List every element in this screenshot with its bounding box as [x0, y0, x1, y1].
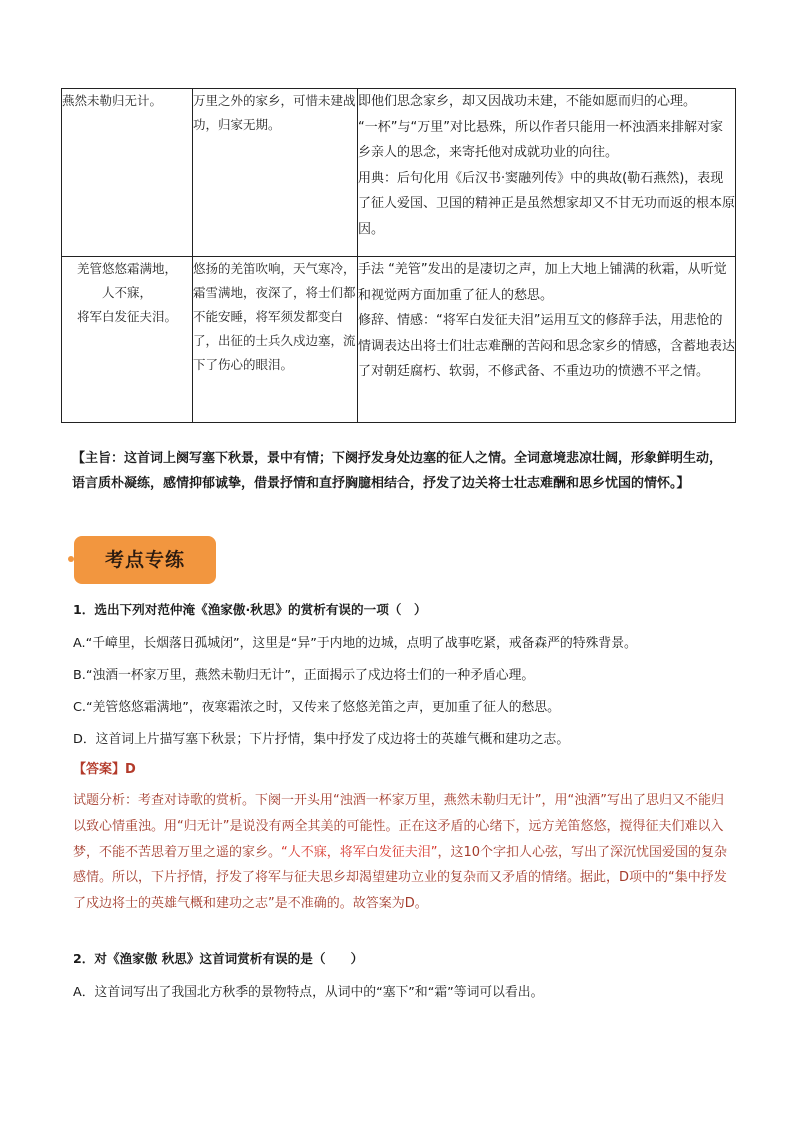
section-banner: 考点专练: [74, 536, 216, 584]
question-2-stem: 2．对《渔家傲 秋思》这首词赏析有误的是（ ）: [73, 951, 364, 966]
analysis-part: ，这10个字扣人心弦，写出了深沉忧国爱国的复杂感情。所以，下片抒情，抒发了将军与征夫思乡却渴望建功立业的复杂而又矛盾的情绪。据此，D项中的“集中抒发了戍边将士的英雄气概和建功之志”是不准确的。故答案为D。: [73, 844, 728, 912]
translation-cell: [193, 89, 358, 257]
question-1-option-d: D．这首词上片描写塞下秋景；下片抒情，集中抒发了戍边将士的英雄气概和建功之志。: [73, 732, 570, 747]
analysis-quote: “人不寐，将军白发征夫泪”: [281, 844, 438, 860]
poem-line: 羌管悠悠霜满地，: [76, 261, 177, 276]
translation-text: 悠扬的羌笛吹响，天气寒冷，霜雪满地，夜深了，将士们都不能安睡，将军须发都变白了，出征的士兵久戍边塞，流下了伤心的眼泪。: [193, 261, 356, 372]
question-1-stem: 1．选出下列对范仲淹《渔家傲·秋思》的赏析有误的一项（ ）: [73, 602, 427, 617]
analysis-text: [73, 788, 728, 917]
poem-line: 燕然未勒归无计。: [62, 93, 163, 108]
question-1-option-b: B.“浊酒一杯家万里，燕然未勒归无计”，正面揭示了戍边将士们的一种矛盾心理。: [73, 668, 535, 683]
appreciation-para: 手法 “羌管”发出的是凄切之声，加上大地上铺满的秋霜，从听觉和视觉两方面加重了征人的愁思。: [358, 262, 727, 303]
appreciation-para: 用典：后句化用《后汉书·窦融列传》中的典故(勒石燕然)，表现了征人爱国、卫国的精神正是虽然想家却又不甘无功而返的根本原因。: [358, 170, 736, 237]
appreciation-para: 即他们思念家乡，却又因战功未建，不能如愿而归的心理。: [358, 94, 697, 109]
theme-summary: 【主旨：这首词上阕写塞下秋景，景中有情；下阕抒发身处边塞的征人之情。全词意境悲凉壮阔，形象鲜明生动，语言质朴凝练，感情抑郁诚挚，借景抒情和直抒胸臆相结合，抒发了边关将士壮志难酬和思乡忧国的情怀。】: [72, 451, 723, 491]
appreciation-para: “一杯”与“万里”对比悬殊，所以作者只能用一杯浊酒来排解对家乡亲人的思念，来寄托他对成就功业的向往。: [358, 119, 723, 161]
analysis-part: 试题分析：考查对诗歌的赏析。下阕一开头用“浊酒一杯家万里，燕然未勒归无计”，用“浊酒”写出了思归又不能归以致心情重浊。用“归无计”是说没有两全其美的可能性。正在这矛盾的心绪下，远方羌笛悠悠，搅得征夫们难以入梦，不能不苦思着万里之遥的家乡。: [73, 793, 724, 860]
poem-analysis-table: [61, 88, 736, 423]
question-2-option-a: A．这首词写出了我国北方秋季的景物特点，从词中的“塞下”和“霜”等词可以看出。: [73, 985, 544, 1000]
appreciation-cell: [358, 89, 736, 257]
poem-line-cell: [62, 89, 193, 257]
table-row: [62, 89, 736, 257]
appreciation-para: 修辞、情感：“将军白发征夫泪”运用互文的修辞手法，用悲怆的情调表达出将士们壮志难酬的苦闷和思念家乡的情感，含蓄地表达了对朝廷腐朽、软弱，不修武备、不重边功的愤懑不平之情。: [358, 313, 736, 380]
poem-line: 人不寐，: [101, 285, 152, 300]
table-row: [62, 257, 736, 423]
translation-cell: [193, 257, 358, 423]
translation-text: 万里之外的家乡，可惜未建战功，归家无期。: [193, 93, 356, 132]
question-1-option-a: A.“千嶂里，长烟落日孤城闭”，这里是“异”于内地的边城，点明了战事吃紧，戒备森严的特殊背景。: [73, 636, 637, 651]
answer-label: 【答案】D: [73, 762, 136, 777]
appreciation-cell: [358, 257, 736, 423]
poem-line: 将军白发征夫泪。: [76, 309, 177, 324]
poem-line-cell: [62, 257, 193, 423]
question-1-option-c: C.“羌管悠悠霜满地”，夜寒霜浓之时，又传来了悠悠羌笛之声，更加重了征人的愁思。: [73, 700, 560, 715]
